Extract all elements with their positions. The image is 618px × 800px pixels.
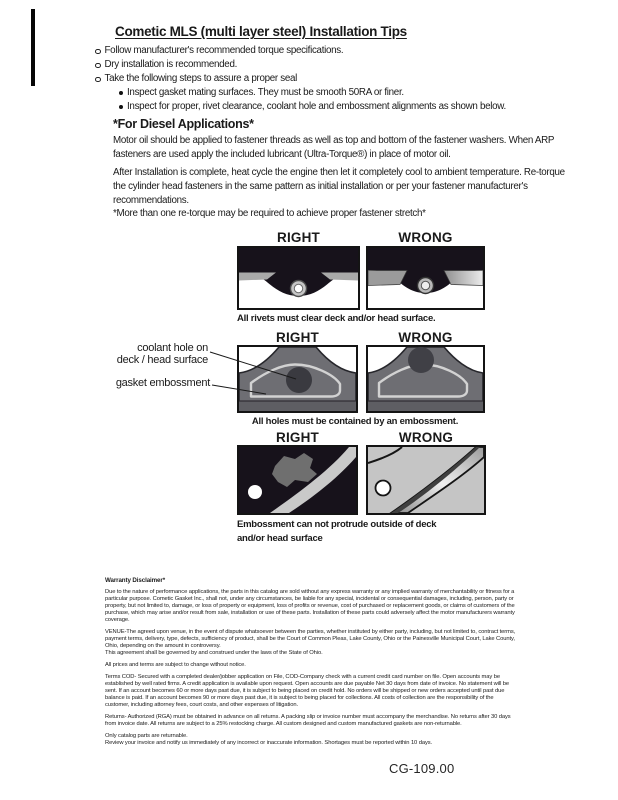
disclaimer-heading: Warranty Disclaimer* (105, 577, 166, 584)
bullet-item (95, 72, 575, 86)
disclaimer-paragraph: Returns- Authorized (RGA) must be obtained in advance on all returns. A packing slip or invoice number must accompany the merchandise. No returns after 30 days from invoice date. All returns are subject to a 25% restocking charge. All custom designed and custom manufactured gaskets are non-returnable. (105, 714, 511, 727)
fig2-right-panel (237, 345, 358, 413)
retorque-note: *More than one re-torque may be required to achieve proper fastener stretch* (113, 208, 426, 219)
disclaimer-paragraph: Due to the nature of performance applications, the parts in this catalog are sold without any express warranty or any implied warranty of merchantability or fitness for a particular purpose. Cometic Gasket Inc., shall not, under any circumstances, be liable for any special, incidental or consequential damages, including, person, party or property, but not limited to, damage, or loss of property or equipment, loss of profits or revenue, cost of purchased or replacement goods, or claims of customers of the purchase, which may arise and/or result from sale, installation or use of these parts. Installation of these parts could adversely affect the motor manufacturers warranty coverage. (105, 589, 515, 623)
coolant-hole-icon (286, 367, 312, 393)
page-code: CG-109.00 (389, 761, 455, 776)
hole-contained-right-graphic (239, 347, 356, 411)
coolant-hole-label: coolant hole on deck / head surface (116, 342, 208, 366)
hole-contained-wrong-graphic (368, 347, 483, 411)
fig3-caption: Embossment can not protrude outside of deck and/or head surface (237, 519, 437, 544)
sub-bullet-item (119, 86, 575, 100)
rivet-clearance-wrong-graphic (368, 248, 483, 308)
intro-bullets (95, 44, 575, 114)
fig3-wrong-label: WRONG (398, 430, 454, 445)
bullet-text: Take the following steps to assure a proper seal (104, 73, 298, 84)
fig2-right-label: RIGHT (276, 330, 319, 345)
fig2-wrong-label: WRONG (398, 330, 453, 345)
rivet-clearance-right-graphic (239, 248, 358, 308)
warranty-disclaimer (105, 577, 519, 752)
diesel-paragraph-1: Motor oil should be applied to fastener threads as well as top and bottom of the fastener washers. When ARP fasteners are used apply the included lubricant (Ultra-Torque®) in place of motor oil. (113, 135, 554, 160)
bolt-hole-icon (248, 485, 262, 499)
fig3-right-label: RIGHT (276, 430, 319, 445)
protrusion-right-graphic (239, 447, 356, 513)
circle-bullet-icon (95, 49, 101, 55)
disclaimer-paragraph: Review your invoice and notify us immediately of any incorrect or inaccurate information. Shortages must be reported within 10 days. (105, 740, 433, 746)
fig1-right-panel (237, 246, 360, 310)
disclaimer-paragraph: This agreement shall be governed by and construed under the laws of the State of Ohio. (105, 650, 323, 656)
fig2-wrong-panel (366, 345, 485, 413)
fig2-caption: All holes must be contained by an embossment. (251, 416, 459, 427)
bullet-item (95, 58, 575, 72)
page-title: Cometic MLS (multi layer steel) Installation Tips (115, 24, 407, 39)
diesel-heading: *For Diesel Applications* (113, 117, 254, 131)
fig3-wrong-panel (366, 445, 486, 515)
sub-bullet-text: Inspect gasket mating surfaces. They must be smooth 50RA or finer. (127, 87, 404, 98)
sub-bullet-text: Inspect for proper, rivet clearance, coolant hole and embossment alignments as shown below. (127, 101, 506, 112)
bolt-hole-icon (376, 481, 391, 496)
diesel-paragraph-2: After Installation is complete, heat cycle the engine then let it completely cool to ambient temperature. Re-torque the cylinder head fasteners in the same pattern as initial installation or per your fastener manufacturer's recommendations. (113, 167, 565, 206)
fig1-wrong-label: WRONG (398, 230, 453, 245)
circle-bullet-icon (95, 63, 101, 69)
bullet-text: Dry installation is recommended. (104, 59, 238, 70)
bullet-item (95, 44, 575, 58)
fig1-caption: All rivets must clear deck and/or head surface. (237, 313, 436, 324)
disclaimer-paragraph: VENUE-The agreed upon venue, in the event of dispute whatsoever between the parties, whether instituted by either party, including, but not limited to, contract terms, payment terms, delivery, type, defects, sufficiency of product, shall be the Court of Common Pleas, Lake County, Ohio or the Painesville Municipal Court, Lake County, Ohio, depending on the amount in controversy. (105, 629, 516, 649)
fig3-right-panel (237, 445, 358, 515)
circle-bullet-icon (95, 77, 101, 83)
bullet-text: Follow manufacturer's recommended torque specifications. (104, 45, 344, 56)
dot-bullet-icon (119, 105, 123, 109)
page-edge-mark (31, 9, 35, 86)
protrusion-wrong-graphic (368, 447, 484, 513)
disclaimer-paragraph: Terms COD- Secured with a completed dealer/jobber application on File, COD-Company check with a current credit card number on file. Open accounts may be established by well rated firms. A credit application is available upon request. Open accounts are due payable Net 30 days from date of invoice. No statement will be sent. If an account becomes 60 or more days past due, it is subject to being placed on credit hold. No orders will be shipped or new orders accepted until past due balance is paid. If an account becomes 90 or more days past due, it is subject to being placed for collections. All costs of collection are the responsibility of the customer, including attorney fees, court costs, and other expenses of litigation. (105, 674, 510, 708)
coolant-hole-icon (408, 347, 434, 373)
fig1-right-label: RIGHT (277, 230, 320, 245)
fig1-wrong-panel (366, 246, 485, 310)
gasket-embossment-label: gasket embossment (115, 377, 210, 389)
disclaimer-paragraph: All prices and terms are subject to change without notice. (105, 662, 246, 668)
sub-bullet-item (119, 100, 575, 114)
dot-bullet-icon (119, 91, 123, 95)
disclaimer-paragraph: Only catalog parts are returnable. (105, 733, 188, 739)
